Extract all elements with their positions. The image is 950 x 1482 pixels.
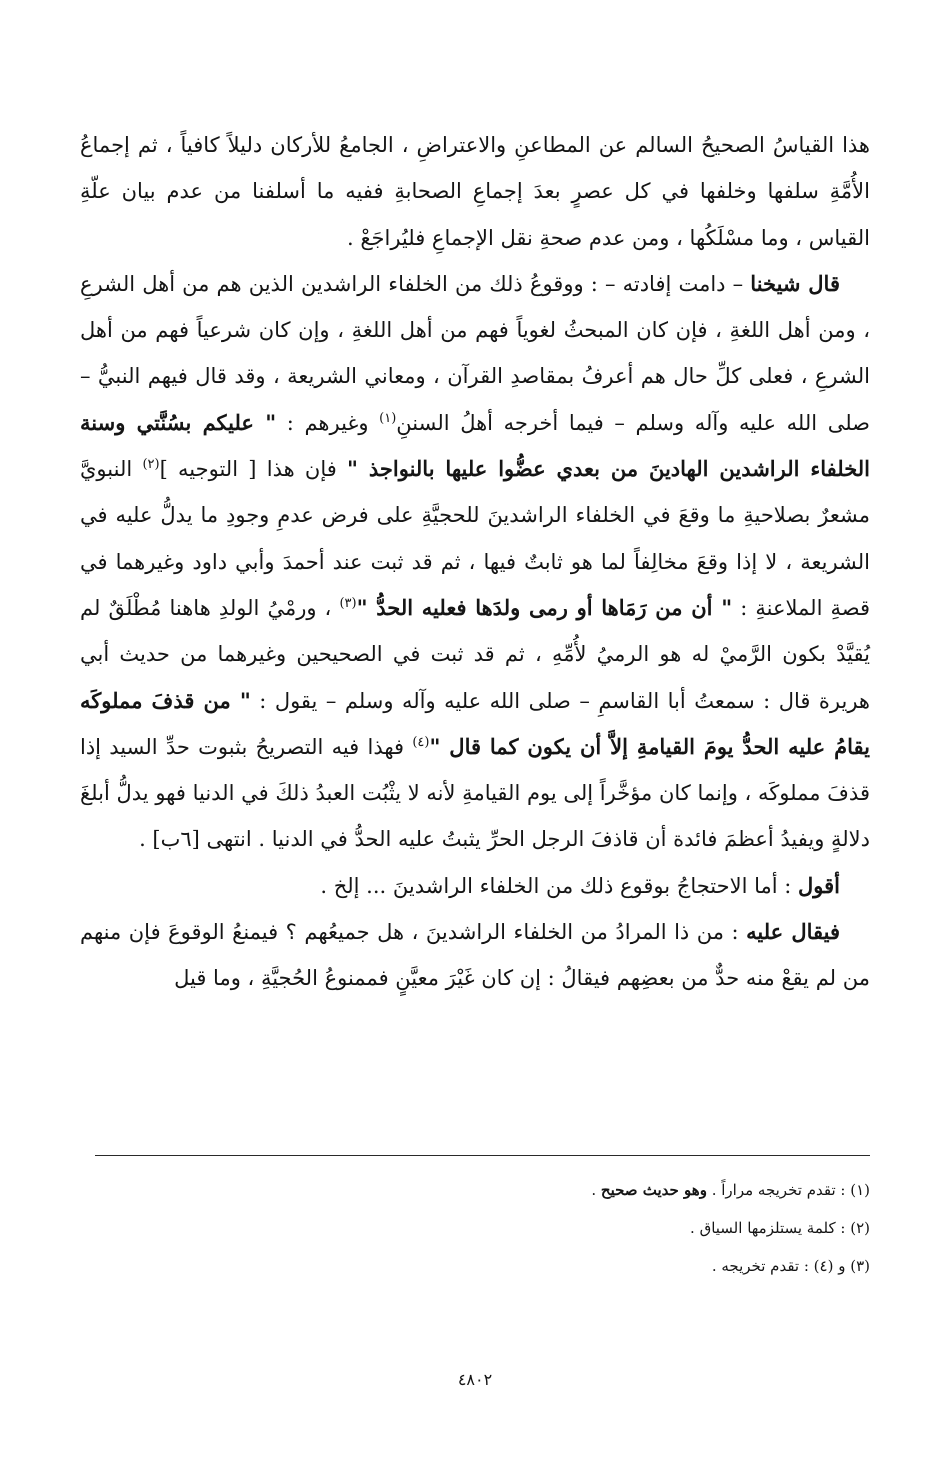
footnote-ref: (٤) <box>412 734 430 750</box>
footnote-3 <box>270 1247 870 1285</box>
page-number: ٤٨٠٢ <box>457 1370 493 1389</box>
footnote-1 <box>270 1171 870 1209</box>
footnote-ref: (٢) <box>142 457 160 473</box>
footnote-2 <box>270 1209 870 1247</box>
speaker-label: فيقال عليه <box>746 919 840 945</box>
footnote-ref: (٣) <box>339 595 357 611</box>
text-run: ، ورمْيُ الولدِ هاهنا مُطْلَقٌ لم يُقيَّدْ بكون الرَّميْ له هو الرميُ لأُمِّهِ ، ثم قد ثبت في الصحيحين وغيرهما من حديث أبي هريرة قال : سمعتُ أبا القاسمِ – صلى الله عليه وآله وسلم – يقول : <box>80 595 870 713</box>
paragraph-1 <box>80 122 870 261</box>
text-run: : أما الاحتجاجُ بوقوع ذلك من الخلفاء الراشدينَ ... إلخ . <box>320 873 799 898</box>
text-run: فهذا فيه التصريحُ بثبوت حدِّ السيد إذا قذفَ مملوكَه ، وإنما كان مؤخَّراً إلى يوم القيامةِ لأنه لا يثْبُت العبدُ ذلكَ في الدنيا فهو يدلُّ أبلغَ دلالةٍ ويفيدُ أعظمَ فائدة أن قاذفَ الرجل الحرِّ يثبتُ عليه الحدُّ في الدنيا . انتهى [٦ب] . <box>80 734 870 852</box>
paragraph-2 <box>80 261 870 863</box>
text-run: – دامت إفادته – : ووقوعُ ذلك من الخلفاء الراشدين الذين هم من أهل الشرعِ ، ومن أهل اللغةِ ، فإن كان المبحثُ لغوياً فهم من أهل اللغةِ ، وإن كان شرعياً فهم من أهل الشرعِ ، فعلى كلِّ حال هم أعرفُ بمقاصدِ القرآن ، ومعاني الشريعة ، وقد قال فيهم النبيُّ – صلى الله عليه وآله وسلم – فيما أخرجه أهلُ السننِ <box>80 271 871 435</box>
footnote-ref: (١) <box>379 410 397 426</box>
footnote-text: (١) : تقدم تخريجه مراراً . <box>706 1181 870 1199</box>
footnote-text: (٢) : كلمة يستلزمها السياق . <box>690 1219 870 1237</box>
text-run: فإن هذا [ التوجيه ] <box>159 457 348 482</box>
hadith-quote: " عليكم بسُنَّتي وسنة الخلفاء الراشدين الهادينَ من بعدي عضُّوا عليها بالنواجذ " <box>80 409 870 482</box>
hadith-quote: " من قذفَ مملوكَه يقامُ عليه الحدُّ يومَ القيامةِ إلاَّ أن يكون كما قال " <box>80 687 870 759</box>
speaker-label: قال شيخنا <box>750 270 840 296</box>
footnotes <box>270 1171 870 1285</box>
main-text <box>80 122 870 1002</box>
text-run: وغيرهم : <box>276 410 380 435</box>
text-run: : من ذا المرادُ من الخلفاء الراشدينَ ، هل جميعُهم ؟ فيمنعُ الوقوعَ فإن منهم من لم يقعْ منه حدٌّ من بعضِهم فيقالُ : إن كان غَيْرَ معيَّنٍ فممنوعُ الحُجيَّةِ ، وما قيل <box>80 920 870 991</box>
hadith-quote: " أن من رَمَاها أو رمى ولدَها فعليه الحدُّ " <box>356 594 733 620</box>
footnote-grade: وهو حديث صحيح <box>600 1181 707 1199</box>
footnote-separator <box>95 1155 870 1156</box>
footnote-text: . <box>591 1181 601 1199</box>
text-run: هذا القياسُ الصحيحُ السالم عن المطاعنِ والاعتراضِ ، الجامعُ للأركان دليلاً كافياً ، ثم إجماعُ الأُمَّةِ سلفها وخلفها في كل عصرٍ بعدَ إجماعِ الصحابةِ ففيه ما أسلفنا من عدم بيان علّةِ القياس ، وما مسْلَكُها ، ومن عدم صحةِ نقل الإجماعِ فليُراجَعْ . <box>80 133 870 250</box>
paragraph-4 <box>80 909 870 1002</box>
text-run: النبويَّ مشعرٌ بصلاحيةِ ما وقعَ في الخلفاء الراشدينَ للحجيَّةِ على فرض عدمِ وجودِ ما يدلُّ عليه في الشريعة ، لا إذا وقعَ مخالِفاً لما هو ثابتٌ فيها ، ثم قد ثبت عند أحمدَ وأبي داود وغيرهما في قصةِ الملاعنةِ : <box>80 457 871 620</box>
paragraph-3 <box>80 863 870 909</box>
speaker-label: أقول <box>798 872 840 898</box>
footnote-text: (٣) و (٤) : تقدم تخريجه . <box>711 1257 870 1275</box>
